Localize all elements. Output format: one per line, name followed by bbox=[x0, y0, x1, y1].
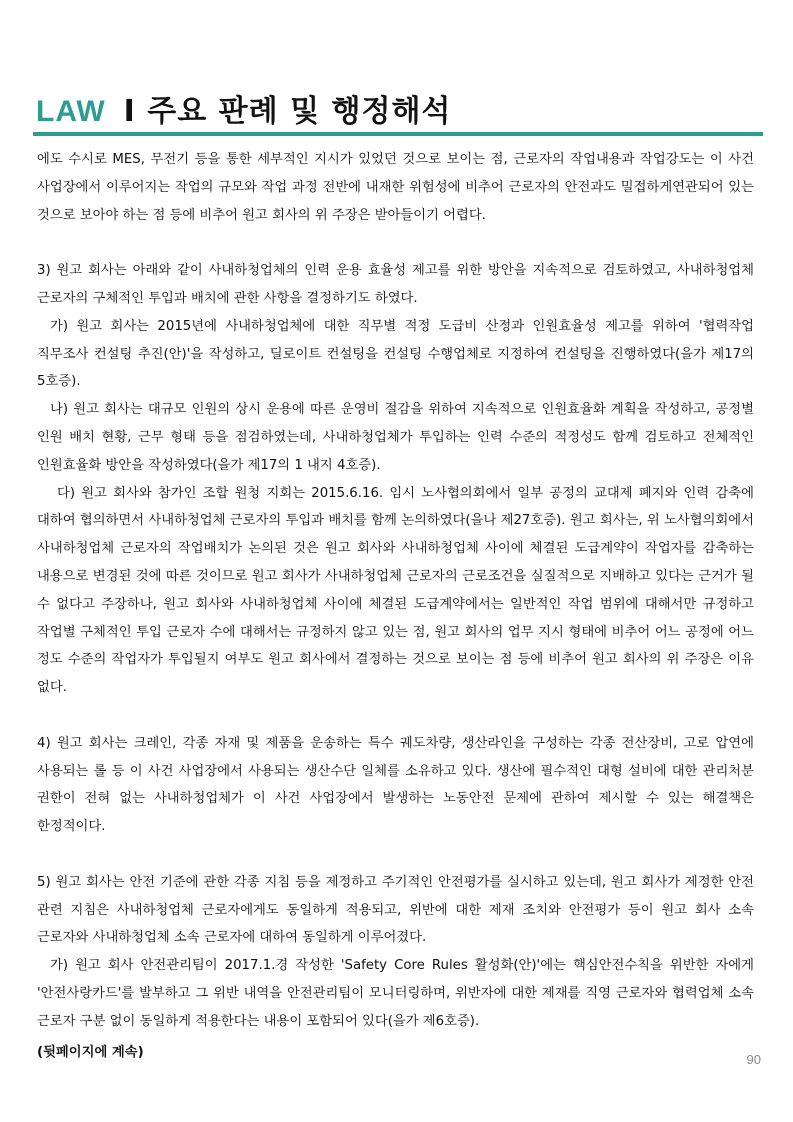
paragraph: 나) 원고 회사는 대규모 인원의 상시 운용에 따른 운영비 절감을 위하여 지속적으로 인원효율화 계획을 작성하고, 공정별 인원 배치 현황, 근무 형태 등을 점검하였는데, 사내하청업체가 투입하는 인력 수준의 적정성도 함께 검토하고 전체적인 인원효율화 방안을 작성하였다(을가 제17의 1 내지 4호증). bbox=[37, 402, 754, 473]
page-title: I 주요 판례 및 행정해석 bbox=[123, 94, 452, 129]
header-divider bbox=[33, 132, 763, 136]
continued-note: (뒷페이지에 계속) bbox=[37, 1045, 144, 1060]
spacer bbox=[37, 229, 754, 257]
page-number: 90 bbox=[746, 1052, 761, 1067]
spacer bbox=[37, 702, 754, 730]
paragraph: 가) 원고 회사는 2015년에 사내하청업체에 대한 직무별 적정 도급비 산정과 인원효율성 제고를 위하여 '협력작업 직무조사 컨설팅 추진(안)'을 작성하고, 딜로이트 컨설팅을 컨설팅 수행업체로 지정하여 컨설팅을 진행하였다(을가 제17의 5호증). bbox=[37, 318, 754, 390]
paragraph: 가) 원고 회사 안전관리팀이 2017.1.경 작성한 'Safety Core Rules 활성화(안)'에는 핵심안전수칙을 위반한 자에게 '안전사랑카드'를 발부하고 그 위반 내역을 안전관리팀이 모니터링하며, 위반자에 대한 제재를 직영 근로자와 협력업체 소속 근로자 구분 없이 동일하게 적용한다는 내용이 포함되어 있다(을가 제6호증). bbox=[37, 958, 754, 1029]
spacer bbox=[37, 841, 754, 869]
paragraph: 다) 원고 회사와 참가인 조합 원청 지회는 2015.6.16. 임시 노사협의회에서 일부 공정의 교대제 폐지와 인력 감축에 대하여 협의하면서 사내하청업체 근로자의 투입과 배치를 함께 논의하였다(을나 제27호증). 원고 회사는, 위 노사협의회에서 사내하청업체 근로자의 작업배치가 논의된 것은 원고 회사와 사내하청업체 사이에 체결된 도급계약이 작업자를 감축하는 내용으로 변경된 것에 따른 것이므로 원고 회사가 사내하청업체 근로자의 근로조건을 실질적으로 지배하고 있다는 근거가 될 수 없다고 주장하나, 원고 회사와 사내하청업체 사이에 체결된 도급계약에서는 일반적인 작업 범위에 대해서만 규정하고 작업별 구체적인 투입 근로자 수에 대해서는 규정하지 않고 있는 점, 원고 회사의 업무 지시 형태에 비추어 어느 공정에 어느 정도 수준의 작업자가 투입될지 여부도 원고 회사에서 결정하는 것으로 보이는 점 등에 비추어 원고 회사의 위 주장은 이유 없다. bbox=[37, 485, 754, 696]
document-body bbox=[37, 146, 754, 1036]
paragraph: 4) 원고 회사는 크레인, 각종 자재 및 제품을 운송하는 특수 궤도차량, 생산라인을 구성하는 각종 전산장비, 고로 압연에 사용되는 롤 등 이 사건 사업장에서 사용되는 생산수단 일체를 소유하고 있다. 생산에 필수적인 대형 설비에 대한 관리처분 권한이 전혀 없는 사내하청업체가 이 사건 사업장에서 발생하는 노동안전 문제에 관하여 제시할 수 있는 해결책은 한정적이다. bbox=[37, 735, 754, 835]
paragraph: 에도 수시로 MES, 무전기 등을 통한 세부적인 지시가 있었던 것으로 보이는 점, 근로자의 작업내용과 작업강도는 이 사건 사업장에서 이루어지는 작업의 규모와 작업 과정 전반에 내재한 위험성에 비추어 근로자의 안전과도 밀접하게연관되어 있는 것으로 보아야 하는 점 등에 비추어 원고 회사의 위 주장은 받아들이기 어렵다. bbox=[37, 152, 754, 223]
paragraph: 3) 원고 회사는 아래와 같이 사내하청업체의 인력 운용 효율성 제고를 위한 방안을 지속적으로 검토하였고, 사내하청업체 근로자의 구체적인 투입과 배치에 관한 사항을 결정하기도 하였다. bbox=[37, 263, 754, 306]
page-header bbox=[36, 86, 763, 130]
paragraph: 5) 원고 회사는 안전 기준에 관한 각종 지침 등을 제정하고 주기적인 안전평가를 실시하고 있는데, 원고 회사가 제정한 안전 관련 지침은 사내하청업체 근로자에게도 동일하게 적용되고, 위반에 대한 제재 조치와 안전평가 등이 원고 회사 소속 근로자와 사내하청업체 소속 근로자에 대하여 동일하게 이루어졌다. bbox=[37, 874, 754, 946]
section-label: LAW bbox=[36, 95, 106, 128]
